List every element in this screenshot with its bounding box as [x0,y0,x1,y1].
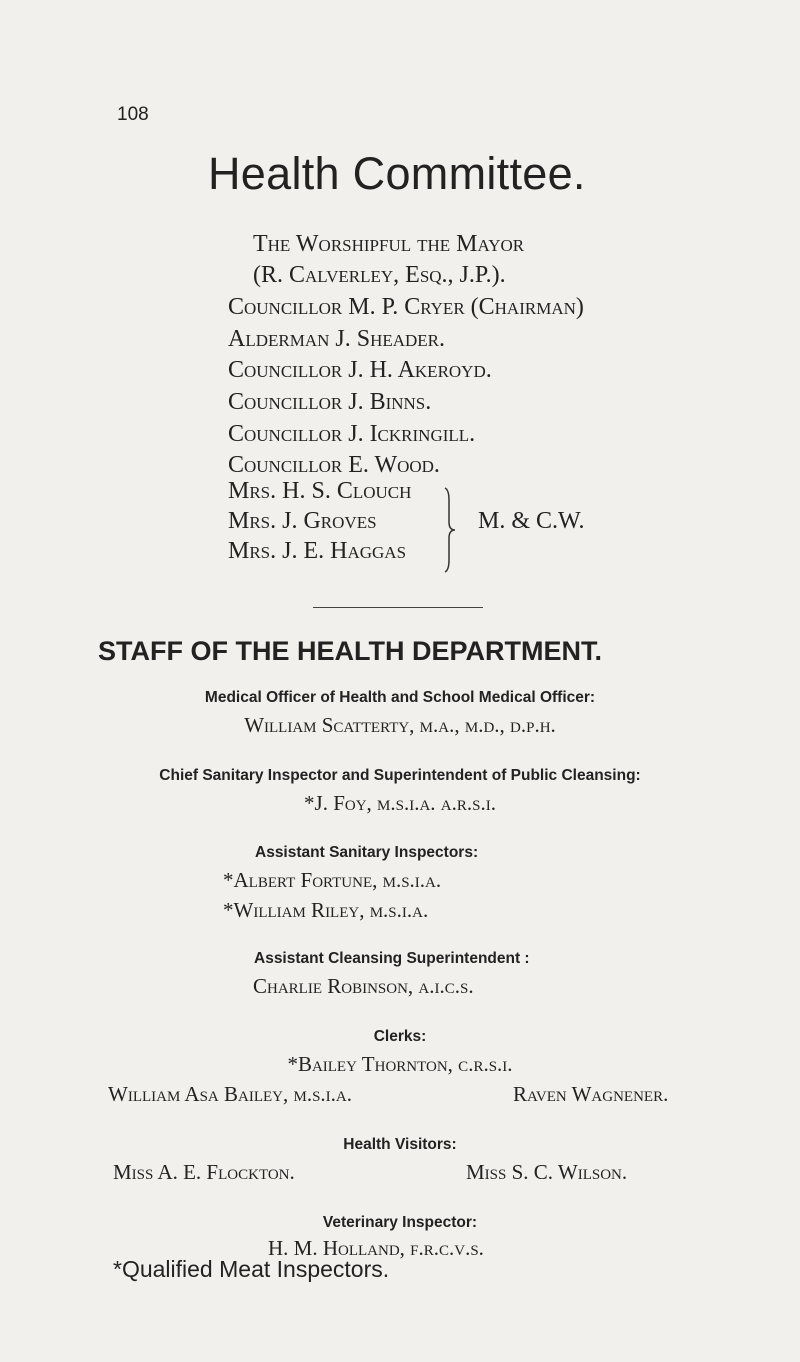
co-opted-member: Mrs. J. Groves [228,508,377,534]
acs-name: Charlie Robinson, a.i.c.s. [253,974,474,998]
clerk-name: Raven Wagnener. [513,1082,669,1106]
mayor-name: (R. Calverley, Esq., J.P.). [253,262,506,288]
committee-member: Councillor J. H. Akeroyd. [228,357,492,383]
page-title: Health Committee. [208,148,586,199]
clerks-role: Clerks: [373,1028,427,1045]
mayor-line: The Worshipful the Mayor [253,231,525,257]
committee-member: Councillor M. P. Cryer (Chairman) [228,294,584,320]
clerk-name: *Bailey Thornton, c.r.s.i. [287,1052,513,1076]
csi-role: Chief Sanitary Inspector and Superintendent of Public Cleansing: [159,767,641,784]
committee-member: Councillor J. Binns. [228,389,432,415]
divider [313,607,483,608]
hv-name: Miss S. C. Wilson. [466,1160,628,1184]
committee-member: Councillor E. Wood. [228,452,440,478]
staff-heading: STAFF OF THE HEALTH DEPARTMENT. [98,636,602,666]
co-opted-label: M. & C.W. [478,508,585,534]
vet-role: Veterinary Inspector: [322,1214,478,1231]
moh-name: William Scatterty, m.a., m.d., d.p.h. [244,713,556,737]
asi-name: *Albert Fortune, m.s.i.a. [223,868,442,892]
hv-role: Health Visitors: [343,1136,457,1153]
moh-role: Medical Officer of Health and School Medical Officer: [204,689,596,706]
clerk-name: William Asa Bailey, m.s.i.a. [108,1082,352,1106]
asi-name: *William Riley, m.s.i.a. [223,898,429,922]
csi-name: *J. Foy, m.s.i.a. a.r.s.i. [304,791,496,815]
committee-member: Alderman J. Sheader. [228,326,446,352]
asi-role: Assistant Sanitary Inspectors: [255,844,479,861]
co-opted-member: Mrs. H. S. Clouch [228,478,412,504]
brace-icon [433,480,463,580]
acs-role: Assistant Cleansing Superintendent : [254,950,530,967]
hv-name: Miss A. E. Flockton. [113,1160,295,1184]
vet-name: H. M. Holland, f.r.c.v.s. [268,1236,484,1260]
co-opted-member: Mrs. J. E. Haggas [228,538,407,564]
page-number: 108 [117,104,149,125]
committee-member: Councillor J. Ickringill. [228,421,476,447]
footnote: *Qualified Meat Inspectors. [113,1256,390,1282]
